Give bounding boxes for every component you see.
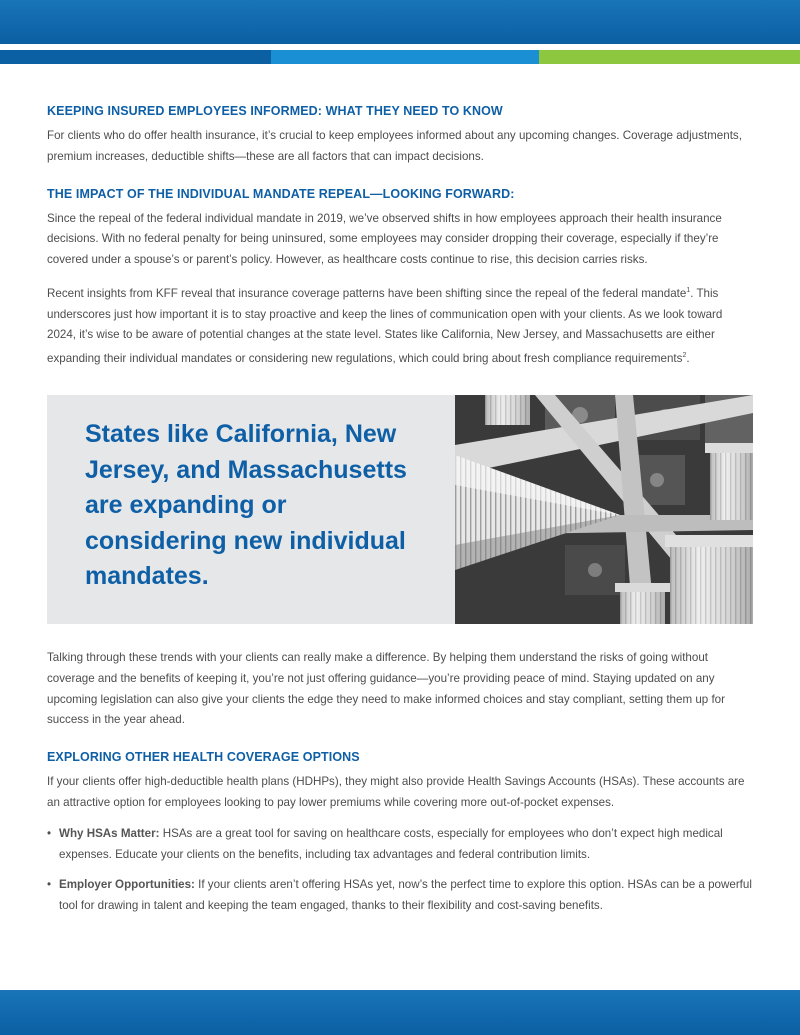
footnote-2: 2 bbox=[682, 352, 687, 360]
header-stripe-dark bbox=[0, 50, 271, 64]
pull-quote-box bbox=[47, 395, 753, 624]
bullet-text: HSAs are a great tool for saving on healthcare costs, especially for employees who don’t expect high medical expenses. Educate your clients on the benefits, including tax advantages and federal contribution limits. bbox=[59, 826, 723, 861]
section-heading-options: EXPLORING OTHER HEALTH COVERAGE OPTIONS bbox=[47, 750, 360, 765]
columns-photo bbox=[455, 395, 753, 624]
list-item bbox=[47, 824, 753, 866]
section-body-options: If your clients offer high-deductible health plans (HDHPs), they might also provide Health Savings Accounts (HSAs). These accounts are an attractive option for employees looking to pay lower premiums while covering more out-of-pocket expenses. bbox=[47, 775, 745, 809]
article-body bbox=[47, 104, 753, 370]
section-body-trends: Talking through these trends with your clients can really make a difference. By helping them understand the risks of going without coverage and the benefits of keeping it, you’re not just offering guidance—you’re providing peace of mind. Staying updated on any upcoming legislation can also give your clients the edge they need to make informed choices and stay compliant, setting them up for success in the year ahead. bbox=[47, 651, 725, 727]
footnote-1: 1 bbox=[686, 286, 691, 294]
section-heading-informed: KEEPING INSURED EMPLOYEES INFORMED: WHAT THEY NEED TO KNOW bbox=[47, 104, 503, 118]
bullet-label: Why HSAs Matter: bbox=[59, 826, 160, 840]
header-stripe-green bbox=[539, 50, 800, 64]
article-body-continued bbox=[47, 648, 753, 917]
list-item bbox=[47, 875, 753, 917]
pull-quote-text: States like California, New Jersey, and Massachusetts are expanding or considering new individual mandates. bbox=[85, 420, 407, 590]
section-body-informed: For clients who do offer health insurance, it’s crucial to keep employees informed about any upcoming changes. Coverage adjustments, premium increases, deductible shifts—these are all factors that can impact decisions. bbox=[47, 129, 742, 163]
bullet-label: Employer Opportunities: bbox=[59, 878, 195, 892]
bullet-icon: • bbox=[47, 878, 52, 892]
bullet-icon: • bbox=[47, 826, 52, 840]
section-heading-mandate: THE IMPACT OF THE INDIVIDUAL MANDATE REPEAL—LOOKING FORWARD: bbox=[47, 186, 515, 201]
header-band bbox=[0, 0, 800, 44]
bullet-text: If your clients aren’t offering HSAs yet, now’s the perfect time to explore this option. HSAs can be a powerful tool for drawing in talent and keeping the team engaged, thanks to their flexibility and cost-saving benefits. bbox=[59, 878, 752, 913]
header-stripe-blue bbox=[271, 50, 539, 64]
footer-band bbox=[0, 990, 800, 1035]
section-body-mandate-2: Recent insights from KFF reveal that insurance coverage patterns have been shifting since the repeal of the federal mandate$^1$. This underscores just how important it is to stay proactive and keep the lines of communication open with your clients. As we look toward 2024, it’s wise to be aware of potential changes at the state level. States like California, New Jersey, and Massachusetts are either expanding their individual mandates or considering new regulations, which could bring about fresh compliance requirements$^2$. bbox=[47, 286, 723, 366]
section-body-mandate-1: Since the repeal of the federal individual mandate in 2019, we’ve observed shifts in how employees approach their health insurance decisions. With no federal penalty for being uninsured, some employees may consider dropping their coverage, especially if they’re covered under a spouse’s or parent’s policy. However, as healthcare costs continue to rise, this decision carries risks. bbox=[47, 211, 722, 267]
